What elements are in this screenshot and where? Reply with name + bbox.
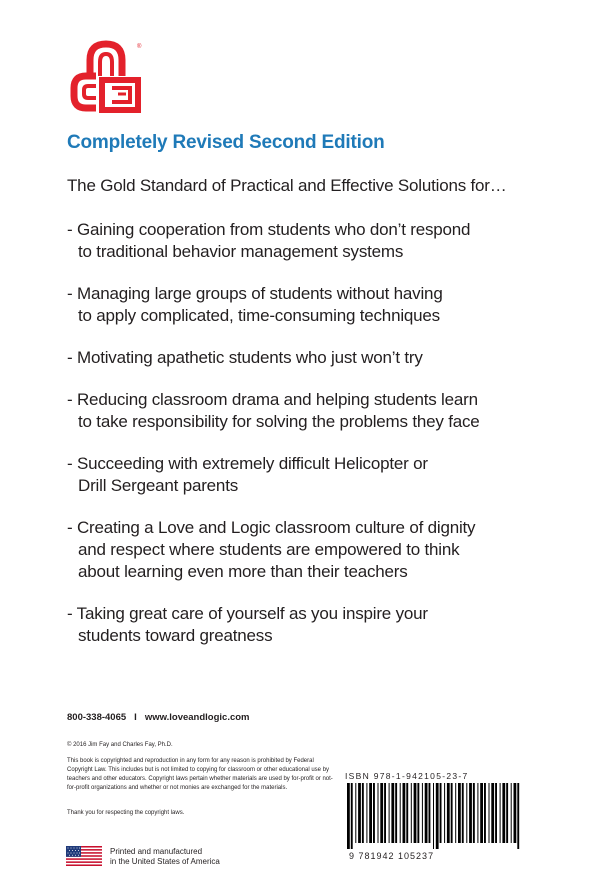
- barcode-bar: [451, 783, 453, 843]
- barcode-bar: [455, 783, 456, 843]
- barcode-bar: [411, 783, 412, 843]
- barcode-bar: [444, 783, 445, 843]
- barcode-bar: [378, 783, 379, 843]
- printed-line-1: Printed and manufactured: [110, 847, 203, 856]
- barcode-bar: [422, 783, 423, 843]
- bullet-item: [67, 219, 547, 263]
- barcode-bar: [384, 783, 386, 843]
- barcode-bar: [395, 783, 397, 843]
- barcode-bar: [506, 783, 508, 843]
- barcode-bar: [414, 783, 417, 843]
- barcode-bar: [433, 783, 434, 849]
- bullet-line: to apply complicated, time-consuming techniques: [78, 306, 440, 325]
- printed-line-2: in the United States of America: [110, 857, 220, 866]
- copyright-notice: © 2016 Jim Fay and Charles Fay, Ph.D.: [67, 742, 173, 748]
- bullet-line: Drill Sergeant parents: [78, 476, 239, 495]
- bullet-item: [67, 389, 547, 433]
- thanks-text: Thank you for respecting the copyright laws.: [67, 810, 185, 816]
- barcode-bar: [391, 783, 394, 843]
- bullet-line: - Motivating apathetic students who just won’t try: [67, 348, 423, 367]
- us-flag-icon: [66, 846, 102, 866]
- bullet-item: [67, 603, 547, 647]
- bullet-line: and respect where students are empowered to think: [78, 540, 460, 559]
- edition-subtitle: Completely Revised Second Edition: [67, 132, 385, 153]
- barcode-bar: [406, 783, 408, 843]
- barcode-bar: [511, 783, 512, 843]
- barcode-bar: [514, 783, 517, 843]
- barcode-bar: [480, 783, 483, 843]
- barcode-bar: [466, 783, 467, 843]
- barcode-bar: [366, 783, 367, 843]
- bullet-item: [67, 283, 547, 327]
- bullet-item: [67, 517, 547, 583]
- bullet-list: [67, 219, 547, 667]
- barcode-bar: [462, 783, 464, 843]
- barcode-bar: [373, 783, 375, 843]
- bullet-line: about learning even more than their teachers: [78, 562, 408, 581]
- barcode-bar: [491, 783, 494, 843]
- bullet-line: - Succeeding with extremely difficult Helicopter or: [67, 454, 428, 473]
- website-link[interactable]: www.loveandlogic.com: [144, 712, 250, 723]
- barcode-number: 9 781942 105237: [349, 851, 435, 861]
- legal-text: This book is copyrighted and reproduction in any form for any reason is prohibited by Federal Copyright Law. This includes but is not limited to copying for classroom or other educational use by teachers and other educators. Copyright laws pertain whether materials are used by for-profit or not-for-profit organizations and whether or not monies are exchanged for the materials.: [67, 758, 333, 791]
- barcode-bar: [440, 783, 442, 843]
- barcode-bar: [403, 783, 406, 843]
- barcode-bar: [517, 783, 519, 849]
- bullet-item: [67, 453, 547, 497]
- barcode-bar: [358, 783, 361, 843]
- barcode-bar: [380, 783, 383, 843]
- bullet-line: - Managing large groups of students without having: [67, 284, 443, 303]
- barcode-bar: [400, 783, 401, 843]
- barcode-bar: [473, 783, 475, 843]
- barcode-bar: [347, 783, 350, 849]
- bullet-item: [67, 347, 547, 369]
- phone-number: 800-338-4065: [67, 712, 127, 723]
- barcode: [345, 783, 525, 849]
- contact-line: [67, 712, 250, 723]
- barcode-bar: [355, 783, 356, 843]
- barcode-bar: [495, 783, 497, 843]
- bullet-line: - Gaining cooperation from students who don’t respond: [67, 220, 471, 239]
- bullet-line: to traditional behavior management systems: [78, 242, 404, 261]
- barcode-bar: [502, 783, 505, 843]
- bullet-line: to take responsibility for solving the problems they face: [78, 412, 480, 431]
- barcode-bar: [389, 783, 390, 843]
- barcode-bar: [458, 783, 461, 843]
- barcode-bar: [484, 783, 486, 843]
- bullet-line: - Reducing classroom drama and helping students learn: [67, 390, 478, 409]
- barcode-bar: [425, 783, 428, 843]
- isbn-label: ISBN 978-1-942105-23-7: [345, 771, 469, 781]
- barcode-bar: [447, 783, 450, 843]
- barcode-bar: [489, 783, 490, 843]
- barcode-bar: [369, 783, 372, 843]
- intro-text: The Gold Standard of Practical and Effective Solutions for…: [67, 176, 507, 195]
- barcode-bar: [362, 783, 364, 843]
- bullet-line: - Creating a Love and Logic classroom culture of dignity: [67, 518, 476, 537]
- svg-text:®: ®: [137, 44, 142, 50]
- barcode-bar: [429, 783, 431, 843]
- barcode-bar: [500, 783, 501, 843]
- printed-in-usa: [110, 847, 220, 867]
- barcode-bar: [477, 783, 478, 843]
- bullet-line: - Taking great care of yourself as you inspire your: [67, 604, 428, 623]
- love-and-logic-logo: [66, 40, 144, 116]
- barcode-bar: [436, 783, 439, 849]
- barcode-bar: [351, 783, 353, 849]
- contact-separator: I: [134, 712, 137, 723]
- barcode-bar: [469, 783, 472, 843]
- bullet-line: students toward greatness: [78, 626, 273, 645]
- barcode-bar: [417, 783, 419, 843]
